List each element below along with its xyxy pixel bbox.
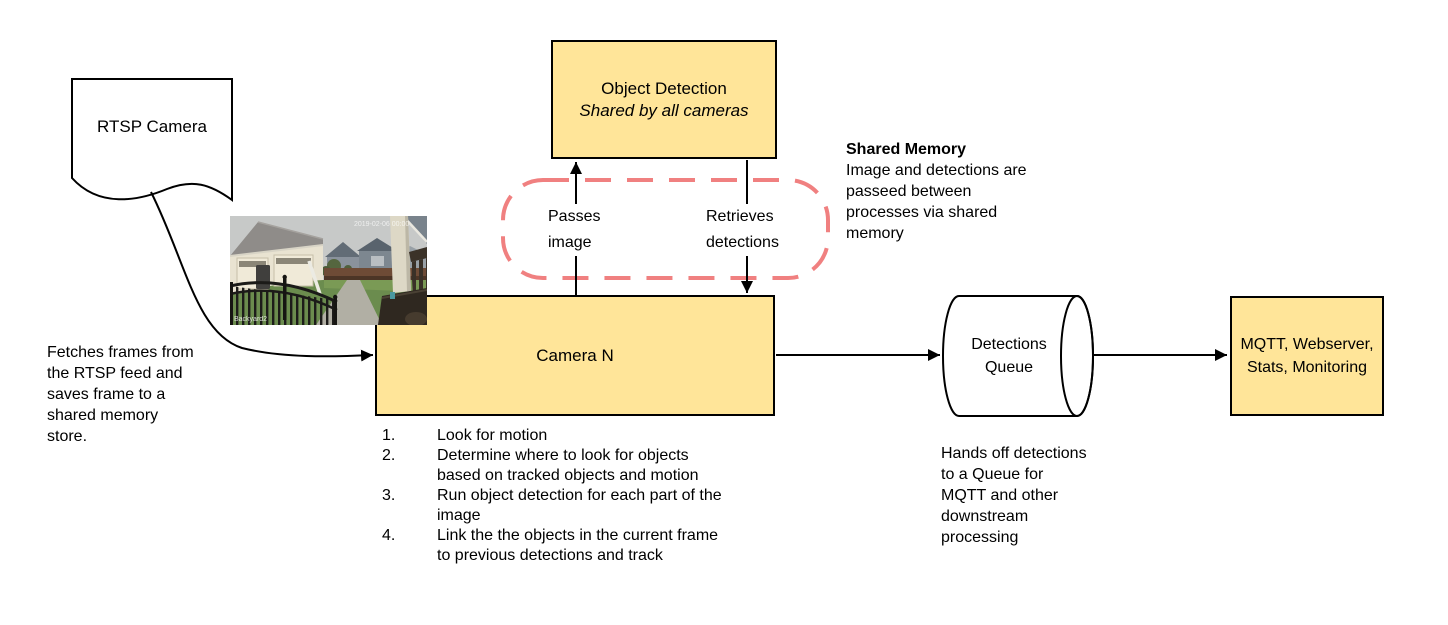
hands-off-note xyxy=(941,443,1087,548)
step-text-line: Look for motion xyxy=(437,427,548,444)
detections-queue-label-line1: Detections xyxy=(971,336,1047,353)
retrieves-detections-line1: Retrieves xyxy=(706,208,774,225)
fetch-note-line: saves frame to a xyxy=(47,386,166,403)
camera-step-4 xyxy=(382,526,722,566)
shared-memory-note-line: Image and detections are xyxy=(846,162,1027,179)
snapshot-timestamp: 2019-02-06 00:00 xyxy=(354,221,410,228)
retrieves-detections-line2: detections xyxy=(706,234,779,251)
step-number: 4. xyxy=(382,527,396,544)
camera-snapshot-drawing xyxy=(230,216,427,325)
fetch-note-line: Fetches frames from xyxy=(47,344,194,361)
teal-object xyxy=(390,292,395,299)
snapshot-camera-name: Backyard2 xyxy=(234,316,268,323)
mqtt-label-line1: MQTT, Webserver, xyxy=(1240,336,1374,353)
detections-queue-node xyxy=(945,296,1073,416)
step-text-line: image xyxy=(437,507,481,524)
passes-image-edge-label xyxy=(545,204,603,256)
hands-off-note-line: to a Queue for xyxy=(941,466,1044,483)
camera-step-3 xyxy=(382,486,722,526)
object-detection-node xyxy=(551,40,777,159)
step-text-line: based on tracked objects and motion xyxy=(437,467,699,484)
step-number: 1. xyxy=(382,427,396,444)
camera-step-1 xyxy=(382,426,722,446)
hands-off-note-line: downstream xyxy=(941,508,1029,525)
hands-off-note-line: Hands off detections xyxy=(941,445,1087,462)
step-text-line: to previous detections and track xyxy=(437,547,663,564)
camera-step-2 xyxy=(382,446,722,486)
retrieves-detections-edge-label xyxy=(703,204,782,256)
shared-memory-note-line: processes via shared xyxy=(846,204,998,221)
hands-off-note-line: MQTT and other xyxy=(941,487,1059,504)
step-number: 2. xyxy=(382,447,396,464)
shared-memory-note xyxy=(846,139,1027,244)
fence-post xyxy=(230,282,233,325)
fence-finial xyxy=(333,295,337,299)
mqtt-label-line2: Stats, Monitoring xyxy=(1246,359,1368,376)
background-house-detail xyxy=(371,256,384,266)
trash-can xyxy=(256,265,270,289)
step-text-line: Run object detection for each part of the xyxy=(437,487,722,504)
passes-image-line1: Passes xyxy=(548,208,601,225)
shared-memory-note-line: passeed between xyxy=(846,183,972,200)
step-text-line: Link the the objects in the current frame xyxy=(437,527,719,544)
fetch-note-line: shared memory xyxy=(47,407,159,424)
fetch-frames-note xyxy=(47,342,194,447)
fetch-note-line: the RTSP feed and xyxy=(47,365,183,382)
camera-n-label: Camera N xyxy=(536,345,614,365)
rtsp-camera-label: RTSP Camera xyxy=(97,117,207,136)
fetch-note-line: store. xyxy=(47,428,88,445)
hands-off-note-line: processing xyxy=(941,529,1019,546)
fence-finial xyxy=(283,275,287,279)
detections-queue-label-line2: Queue xyxy=(984,359,1034,376)
camera-steps-list xyxy=(382,426,722,566)
step-text-line: Determine where to look for objects xyxy=(437,447,689,464)
passes-image-line2: image xyxy=(548,234,592,251)
fence-post xyxy=(283,278,287,320)
camera-snapshot-image xyxy=(230,216,427,325)
step-number: 3. xyxy=(382,487,396,504)
object-detection-subtitle: Shared by all cameras xyxy=(579,100,749,120)
mqtt-webserver-node xyxy=(1230,296,1384,416)
camera-n-node xyxy=(375,295,775,416)
garage-door-windows xyxy=(276,258,311,264)
shared-memory-note-line: memory xyxy=(846,225,904,242)
fence-post xyxy=(334,298,338,325)
shared-memory-note-title: Shared Memory xyxy=(846,141,967,158)
rtsp-camera-node xyxy=(72,112,232,142)
object-detection-title: Object Detection xyxy=(601,78,727,98)
